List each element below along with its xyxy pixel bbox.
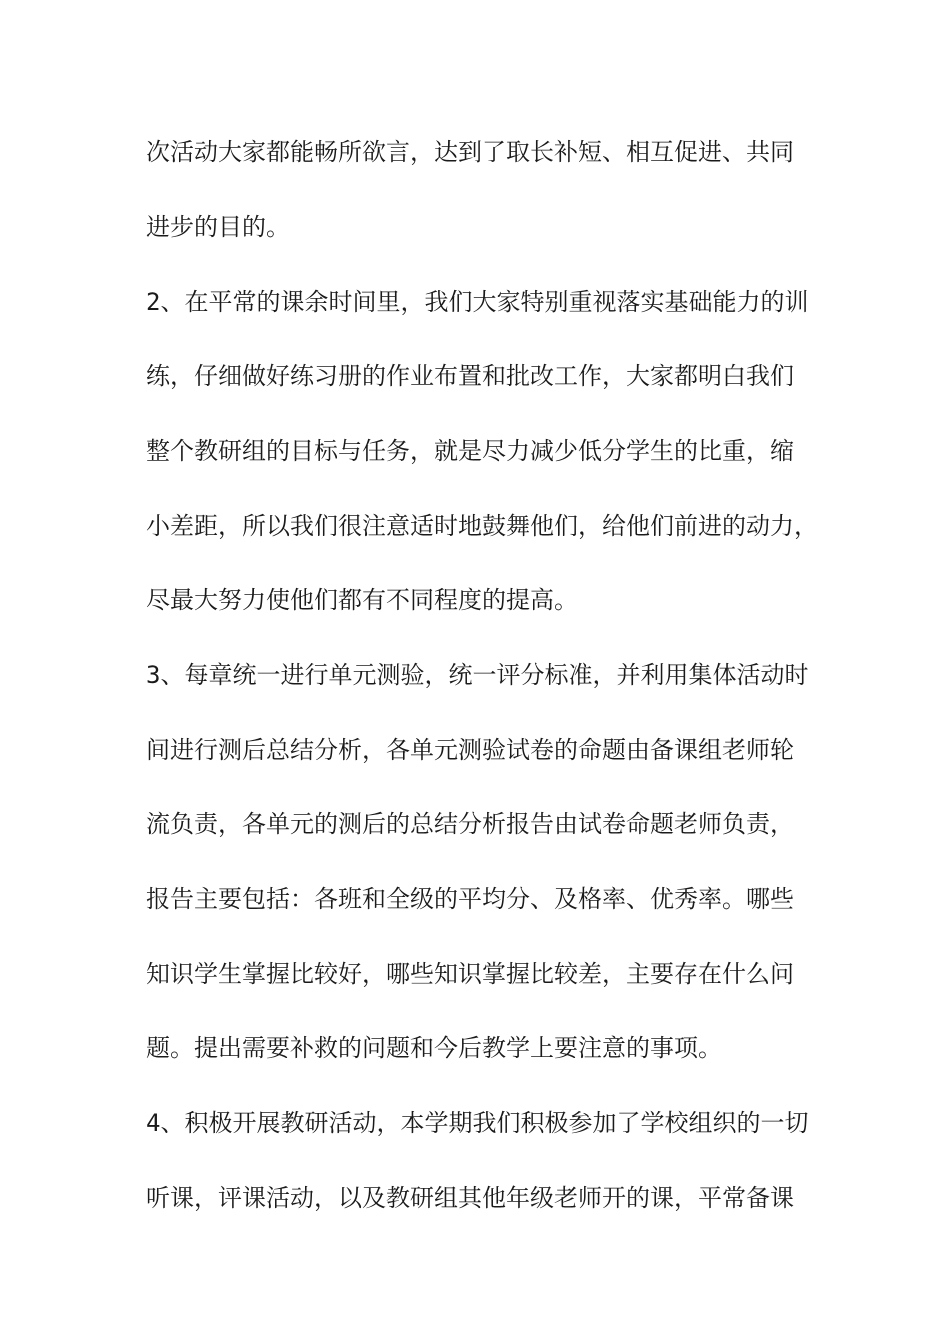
text-line: 题。提出需要补救的问题和今后教学上要注意的事项。 [146, 1034, 722, 1062]
text-line: 小差距，所以我们很注意适时地鼓舞他们，给他们前进的动力， [146, 512, 818, 540]
text-line: 次活动大家都能畅所欲言，达到了取长补短、相互促进、共同 [146, 138, 794, 166]
text-line: 练，仔细做好练习册的作业布置和批改工作，大家都明白我们 [146, 362, 794, 390]
text-line: 3、每章统一进行单元测验，统一评分标准，并利用集体活动时 [146, 661, 809, 689]
text-line: 进步的目的。 [146, 213, 290, 241]
text-line: 4、积极开展教研活动，本学期我们积极参加了学校组织的一切 [146, 1109, 809, 1137]
text-line: 听课，评课活动，以及教研组其他年级老师开的课，平常备课 [146, 1184, 794, 1212]
text-line: 整个教研组的目标与任务，就是尽力减少低分学生的比重，缩 [146, 437, 794, 465]
text-line: 尽最大努力使他们都有不同程度的提高。 [146, 586, 578, 614]
text-line: 报告主要包括：各班和全级的平均分、及格率、优秀率。哪些 [146, 885, 794, 913]
text-line: 2、在平常的课余时间里，我们大家特别重视落实基础能力的训 [146, 288, 809, 316]
text-line: 间进行测后总结分析，各单元测验试卷的命题由备课组老师轮 [146, 736, 794, 764]
text-line: 流负责，各单元的测后的总结分析报告由试卷命题老师负责， [146, 810, 794, 838]
text-line: 知识学生掌握比较好，哪些知识掌握比较差，主要存在什么问 [146, 960, 794, 988]
